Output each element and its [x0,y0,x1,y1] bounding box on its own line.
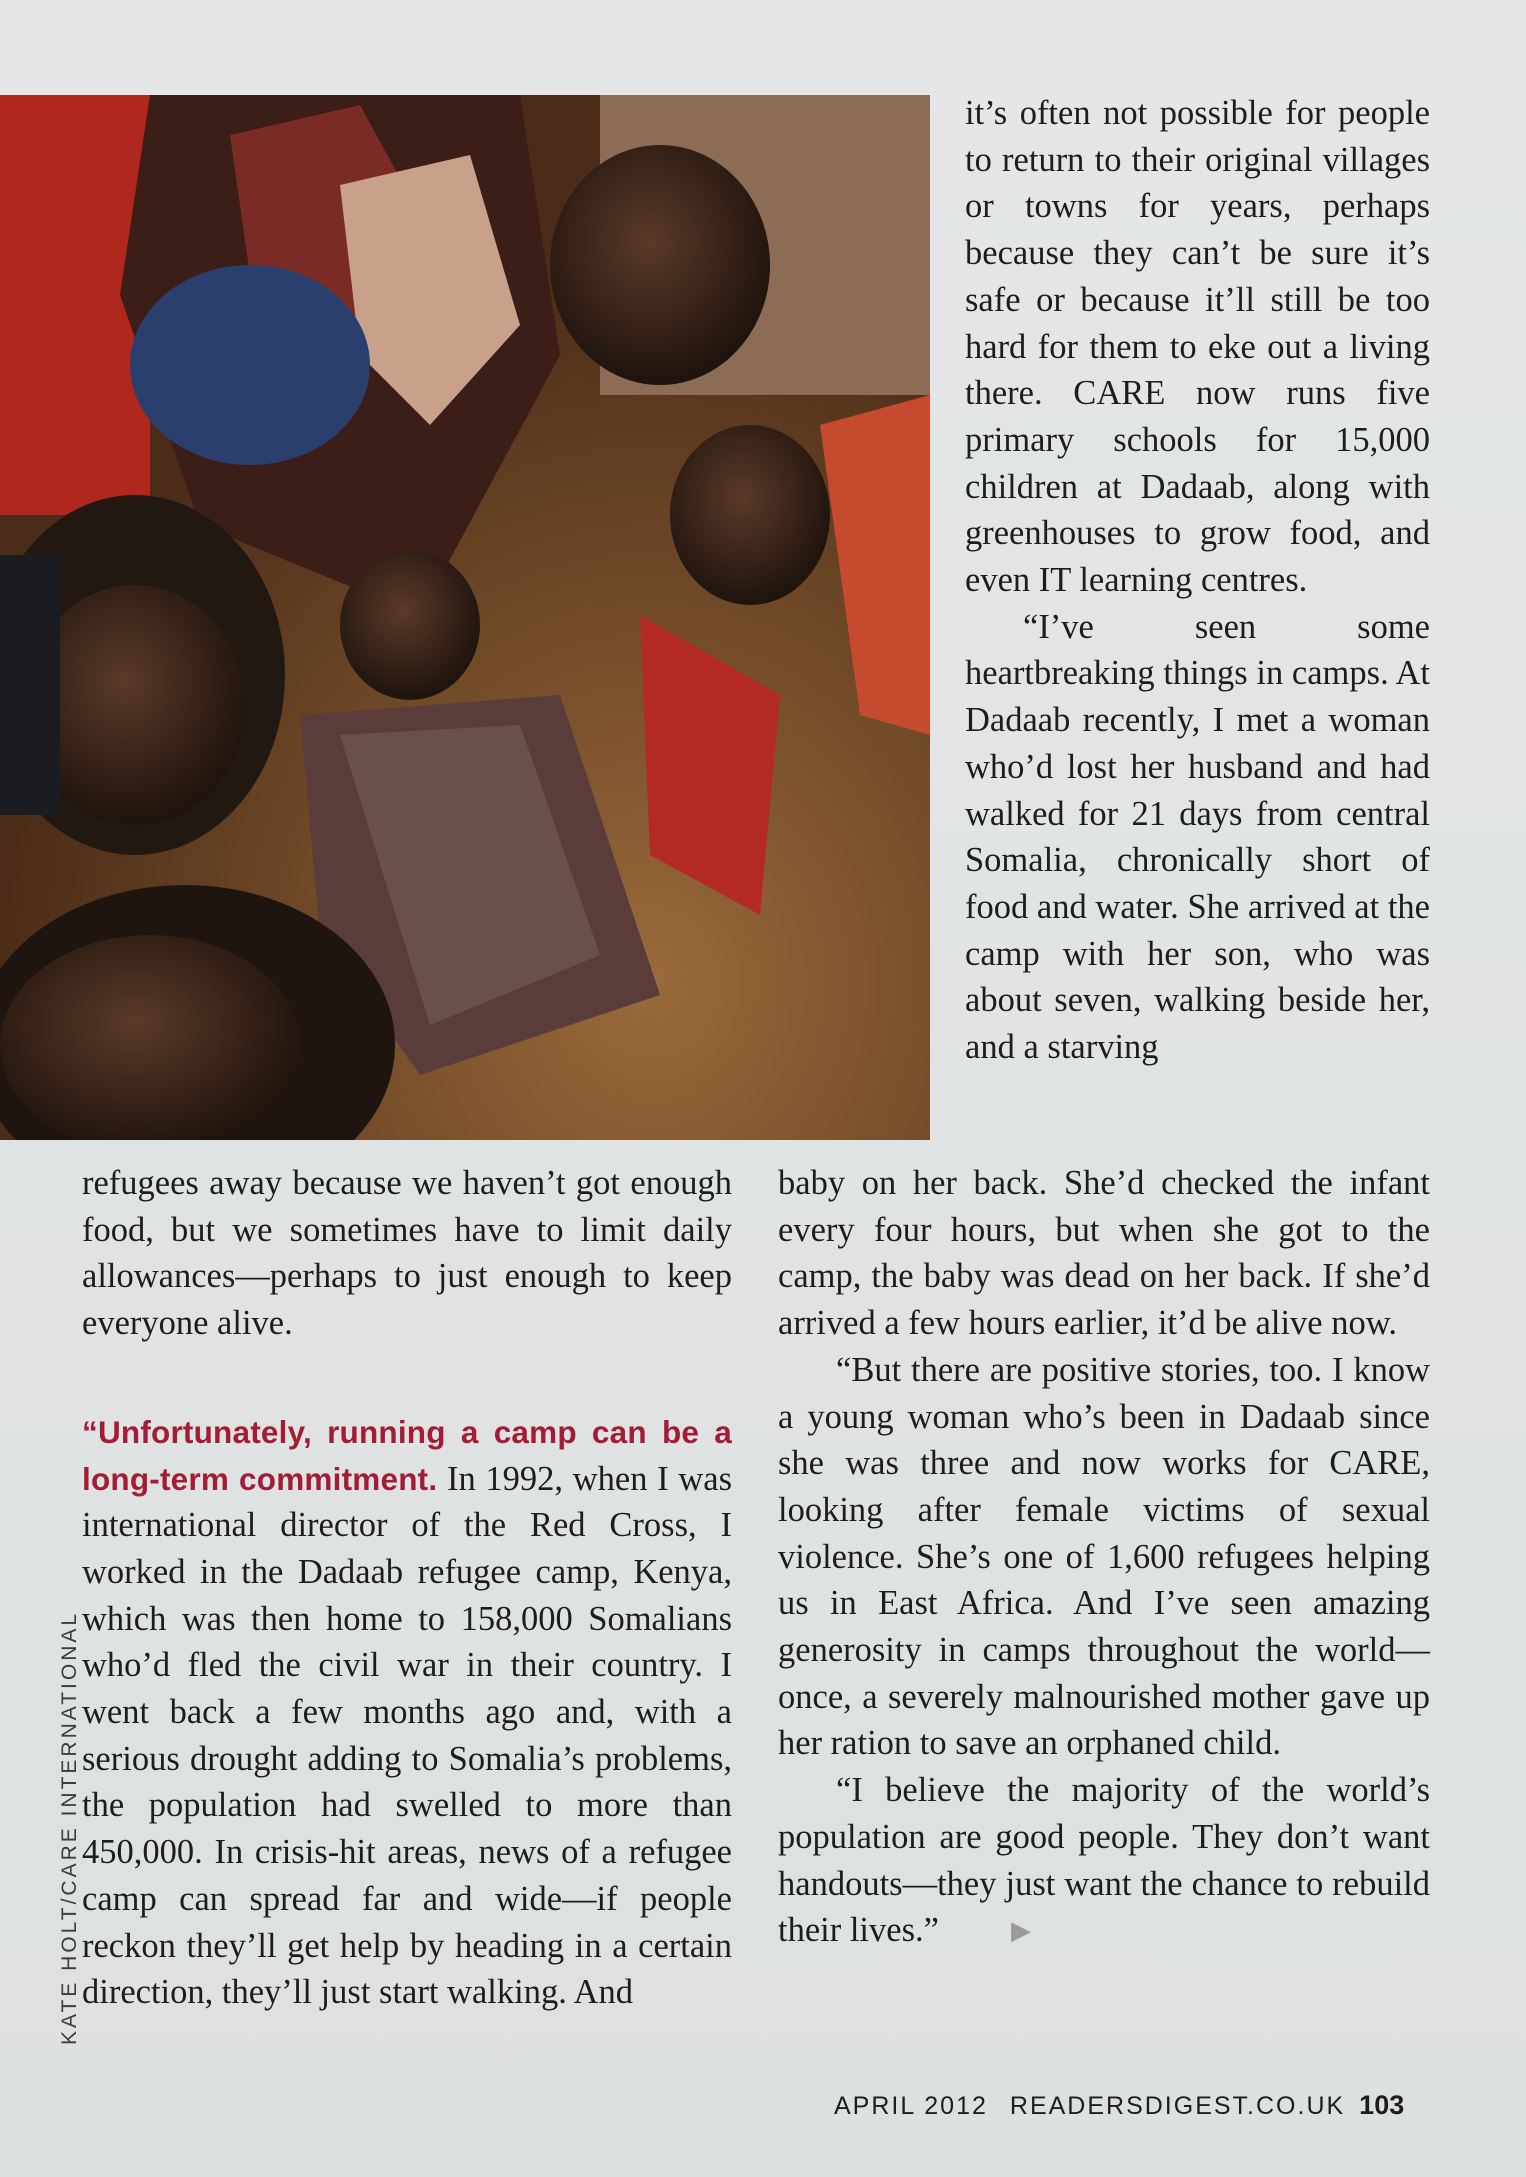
triangle-right-icon: ▶ [1010,1916,1031,1947]
refugee-children-photo [0,95,930,1140]
paragraph: refugees away because we haven’t got enough food, but we sometimes have to limit daily allowances—perhaps to just enough to keep everyone alive. [82,1164,732,1343]
website: READERSDIGEST.CO.UK [1009,2092,1346,2120]
paragraph: “I’ve seen some heartbreaking things in camps. At Dadaab recently, I met a woman who’d lost her husband and had walked for 21 days from central Somalia, chronically short of food and water. She arrived at the camp with her son, who was about seven, walking beside her, and a starving [965,607,1430,1067]
paragraph [778,1767,1430,1955]
column-left-bottom [82,1160,732,2016]
column-right-bottom [778,1160,1430,1955]
paragraph-body: In 1992, when I was international director of the Red Cross, I worked in the Dadaab refugee camp, Kenya, which was then home to 158,000 Somalians who’d fled the civil war in their country. I went back a few months ago and, with a serious drought adding to Somalia’s problems, the population had swelled to more than 450,000. In crisis-hit areas, news of a refugee camp can spread far and wide—if people reckon they’ll get help by heading in a certain direction, they’ll just start walking. And [82,1459,732,2012]
photo-credit: KATE HOLT/CARE INTERNATIONAL [58,1610,81,2045]
page-number: 103 [1359,2090,1405,2120]
paragraph: “But there are positive stories, too. I know a young woman who’s been in Dadaab since she was three and now works for CARE, looking after female victims of sexual violence. She’s one of 1,600 refugees helping us in East Africa. And I’ve seen amazing generosity in camps throughout the world—once, a severely malnourished mother gave up her ration to save an orphaned child. [778,1350,1430,1763]
paragraph: it’s often not possible for people to return to their original villages or towns for years, perhaps because they can’t be sure it’s safe or because it’ll still be too hard for them to eke out a living there. CARE now runs five primary schools for 15,000 children at Dadaab, along with greenhouses to grow food, and even IT learning centres. [965,94,1430,600]
paragraph-body: “I believe the majority of the world’s population are good people. They don’t want handouts—they just want the chance to rebuild their lives.” [778,1771,1430,1950]
paragraph: baby on her back. She’d checked the infant every four hours, but when she got to the camp, the baby was dead on her back. If she’d arrived a few hours earlier, it’d be alive now. [778,1164,1430,1343]
lead-in-heading: “Unfortunately, running a camp can be a long-term commitment. [82,1413,732,1497]
section-gap [82,1347,732,1409]
column-right-top [965,90,1430,1071]
issue-date: APRIL 2012 [834,2092,988,2120]
page-footer [834,2090,1404,2121]
paragraph-with-lead [82,1409,732,2016]
